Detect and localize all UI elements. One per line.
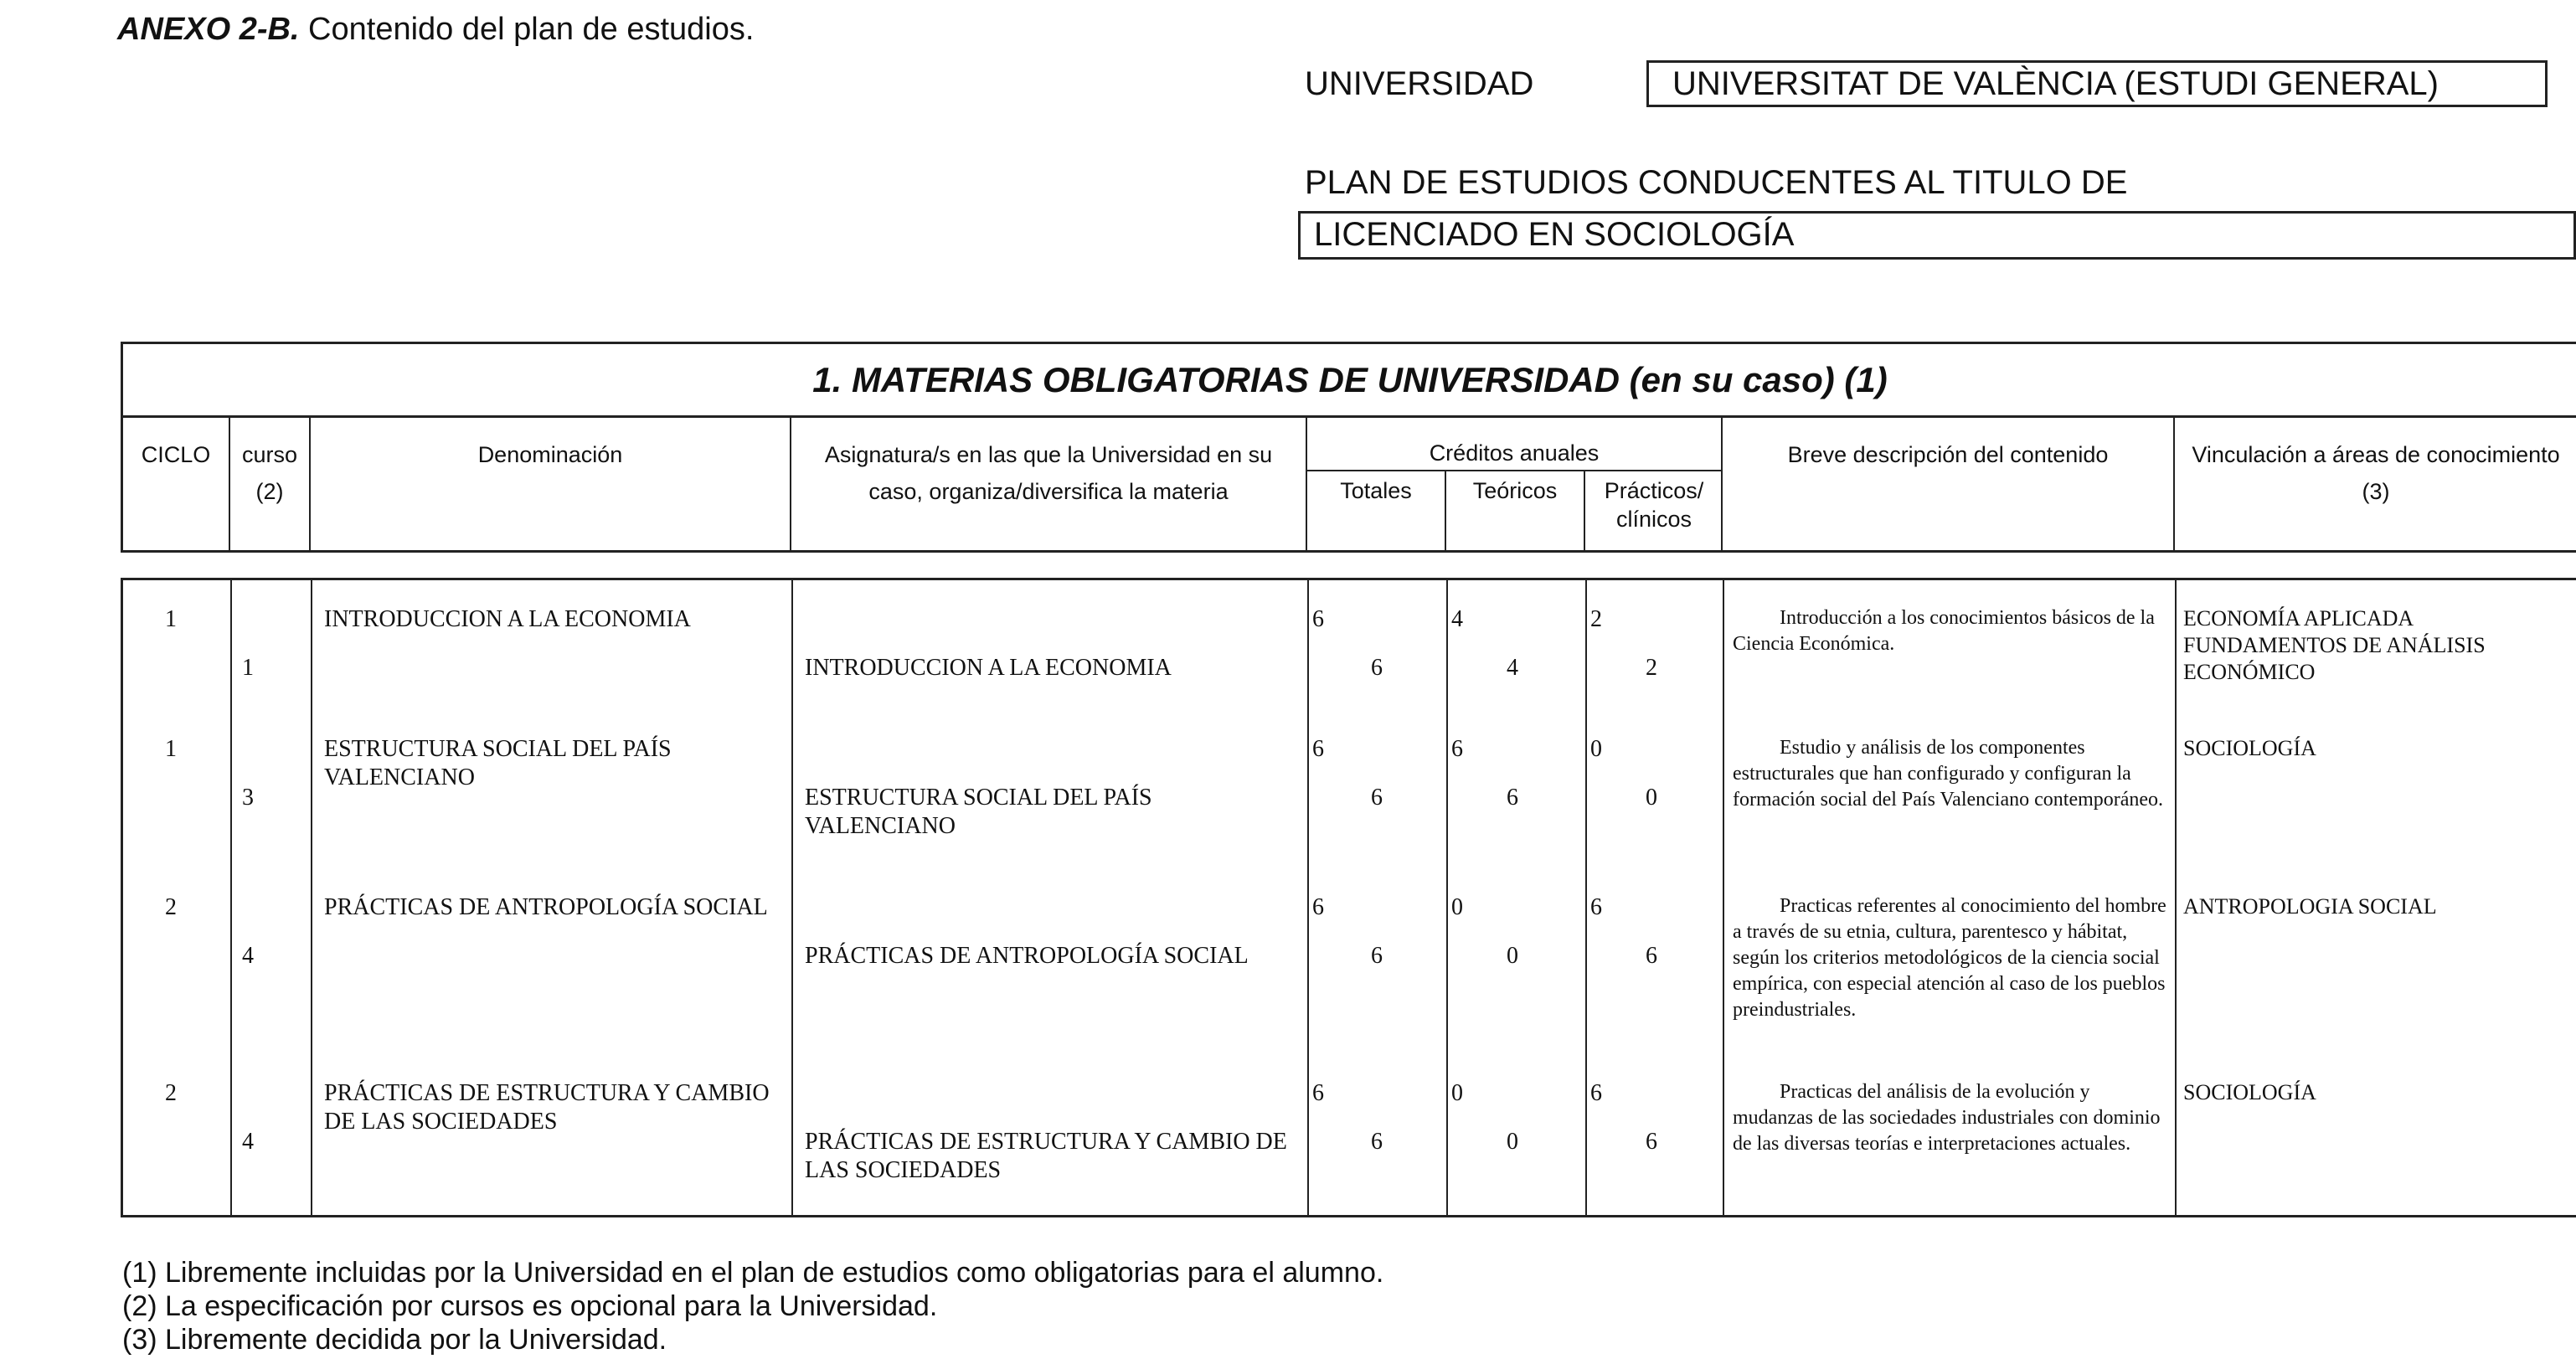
cell-breve: Practicas del análisis de la evolución y mudanzas de las sociedades industriales con dominio de las diversas teorías e interpretaciones actuales.: [1733, 1081, 2161, 1155]
footnote-3: (3) Libremente decidida por la Universidad.: [122, 1324, 667, 1356]
cell-breve: Practicas referentes al conocimiento del hombre a través de su etnia, cultura, parentesco y hábitat, según los criterios metodológicos de la ciencia social empírica, con especial atención al caso de los pueblos preindustriales.: [1733, 895, 2166, 1021]
cell-vinculacion: SOCIOLOGÍA: [2183, 736, 2316, 760]
column-divider: [1307, 580, 1309, 1215]
cell-totales-asignatura: 6: [1371, 943, 1383, 969]
column-header-denominacion: [311, 418, 791, 550]
cell-vinculacion: ECONOMÍA APLICADA FUNDAMENTOS DE ANÁLISIS ECONÓMICO: [2183, 606, 2486, 684]
cell-teoricos-asignatura: 0: [1507, 943, 1518, 969]
cell-curso: 1: [242, 655, 254, 681]
cell-denominacion: PRÁCTICAS DE ANTROPOLOGÍA SOCIAL: [324, 894, 768, 920]
cell-totales-materia: 6: [1312, 736, 1324, 762]
cell-practicos-asignatura: 2: [1646, 655, 1657, 681]
teoricos-header-label: Teóricos: [1446, 471, 1585, 550]
cell-teoricos-materia: 0: [1451, 894, 1463, 920]
cell-teoricos-asignatura: 4: [1507, 655, 1518, 681]
plan-label: PLAN DE ESTUDIOS CONDUCENTES AL TITULO DE: [1305, 164, 2128, 201]
ciclo-header-label: CICLO: [141, 442, 211, 467]
cell-vinculacion: ANTROPOLOGIA SOCIAL: [2183, 894, 2437, 919]
cell-totales-asignatura: 6: [1371, 785, 1383, 811]
cell-teoricos-materia: 6: [1451, 736, 1463, 762]
annex-heading: [117, 12, 754, 48]
cell-practicos-asignatura: 6: [1646, 1129, 1657, 1155]
cell-asignatura: ESTRUCTURA SOCIAL DEL PAÍS VALENCIANO: [805, 785, 1152, 839]
column-divider: [1446, 580, 1448, 1215]
column-header-breve: [1723, 418, 2175, 550]
cell-ciclo: 1: [165, 736, 177, 762]
totales-header-label: Totales: [1307, 471, 1446, 550]
table-body: [121, 578, 2576, 1217]
cell-teoricos-asignatura: 0: [1507, 1129, 1518, 1155]
column-header-curso: [230, 418, 311, 550]
cell-totales-asignatura: 6: [1371, 655, 1383, 681]
cell-teoricos-materia: 4: [1451, 606, 1463, 632]
table-title: 1. MATERIAS OBLIGATORIAS DE UNIVERSIDAD (en su caso) (1): [123, 344, 2576, 418]
vinculacion-header-label: Vinculación a áreas de conocimiento: [2192, 442, 2560, 467]
cell-curso: 4: [242, 1129, 254, 1155]
column-divider: [791, 580, 793, 1215]
cell-practicos-asignatura: 0: [1646, 785, 1657, 811]
cell-breve: Introducción a los conocimientos básicos de la Ciencia Económica.: [1733, 607, 2155, 655]
cell-practicos-materia: 2: [1590, 606, 1602, 632]
cell-ciclo: 2: [165, 894, 177, 920]
column-divider: [1585, 580, 1587, 1215]
breve-header-label: Breve descripción del contenido: [1787, 442, 2109, 467]
cell-denominacion: PRÁCTICAS DE ESTRUCTURA Y CAMBIO DE LAS SOCIEDADES: [324, 1080, 770, 1135]
annex-text: Contenido del plan de estudios.: [308, 12, 755, 47]
cell-denominacion: INTRODUCCION A LA ECONOMIA: [324, 606, 691, 632]
cell-vinculacion: SOCIOLOGÍA: [2183, 1080, 2316, 1104]
column-divider: [1723, 580, 1724, 1215]
cell-ciclo: 2: [165, 1080, 177, 1106]
column-header-ciclo: [123, 418, 230, 550]
cell-asignatura: PRÁCTICAS DE ANTROPOLOGÍA SOCIAL: [805, 943, 1249, 969]
cell-denominacion: ESTRUCTURA SOCIAL DEL PAÍS VALENCIANO: [324, 736, 672, 790]
asignatura-header-label: Asignatura/s en las que la Universidad en su caso, organiza/diversifica la materia: [824, 442, 1273, 504]
curso-header-label: curso: [241, 442, 298, 467]
cell-totales-asignatura: 6: [1371, 1129, 1383, 1155]
footnotes: [122, 1256, 1383, 1356]
table-header: [121, 342, 2576, 553]
footnote-2: (2) La especificación por cursos es opcional para la Universidad.: [122, 1290, 938, 1322]
cell-practicos-materia: 0: [1590, 736, 1602, 762]
footnote-1: (1) Libremente incluidas por la Universidad en el plan de estudios como obligatorias para el alumno.: [122, 1257, 1384, 1289]
cell-curso: 3: [242, 785, 254, 811]
cell-ciclo: 1: [165, 606, 177, 632]
creditos-header-label: Créditos anuales: [1307, 418, 1721, 471]
cell-totales-materia: 6: [1312, 1080, 1324, 1106]
cell-totales-materia: 6: [1312, 894, 1324, 920]
column-divider: [311, 580, 312, 1215]
denominacion-header-label: Denominación: [477, 442, 623, 467]
cell-asignatura: PRÁCTICAS DE ESTRUCTURA Y CAMBIO DE LAS SOCIEDADES: [805, 1129, 1287, 1183]
cell-practicos-asignatura: 6: [1646, 943, 1657, 969]
column-divider: [230, 580, 232, 1215]
column-header-vinculacion: [2175, 418, 2576, 550]
cell-practicos-materia: 6: [1590, 1080, 1602, 1106]
vinculacion-header-note: (3): [2362, 479, 2390, 504]
cell-totales-materia: 6: [1312, 606, 1324, 632]
cell-asignatura: INTRODUCCION A LA ECONOMIA: [805, 655, 1172, 681]
cell-curso: 4: [242, 943, 254, 969]
cell-teoricos-materia: 0: [1451, 1080, 1463, 1106]
university-label: UNIVERSIDAD: [1305, 65, 1534, 102]
column-header-asignatura: [791, 418, 1307, 550]
cell-breve: Estudio y análisis de los componentes estructurales que han configurado y configuran la formación social del País Valenciano contemporáneo.: [1733, 737, 2164, 811]
column-divider: [2175, 580, 2177, 1215]
plan-value: LICENCIADO EN SOCIOLOGÍA: [1298, 211, 2576, 260]
annex-label: ANEXO 2-B.: [117, 12, 300, 47]
column-header-creditos: [1307, 418, 1723, 550]
cell-teoricos-asignatura: 6: [1507, 785, 1518, 811]
university-value: UNIVERSITAT DE VALÈNCIA (ESTUDI GENERAL): [1646, 60, 2548, 107]
curso-header-note: (2): [255, 479, 284, 504]
practicos-header-label: Prácticos/ clínicos: [1604, 478, 1704, 532]
cell-practicos-materia: 6: [1590, 894, 1602, 920]
